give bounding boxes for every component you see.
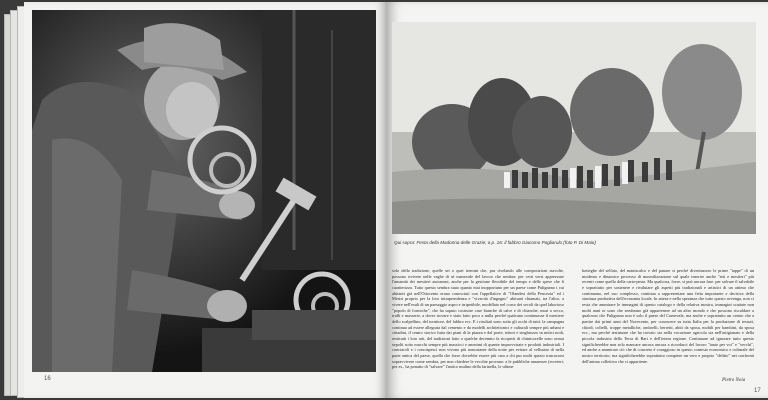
photo-caption: Qui sopra: Festa della Madonna delle Grazie; a p. 16: il fabbro Giacomo Pagliarulo (foto P. Di Maio) [394,240,596,245]
festival-photo [392,22,756,234]
body-text-column-1: solo della tradizione, quelle sei o quei tremini che, pur rivelando alle composizioni stavolte, possono rivivere nelle vaghe di sé manovale del lavoro che sembra: per certi versi apprezzare l'umanità dei mestieri autonomi, anche per la gestione flessibile del tempo e delle spese che li caratterizza. Tutto questo sembra stato quanto mai inopportuno per un paese come Pulignano i cui abitanti già nell'Ottocento erano conosciuti con l'appellativo di "Olandesi della Peucezia" ed i Mestri proprio per la loro intraprendenza e "vivacità d'ingegno" abituati chiamati, tra l'altro, a vivere nell'esuli di un paesaggio aspro e irripetibile, modellato nel corso dei secoli da quel laborioso "popolo di formiche", che ha saputo costruire case bianche di calce e di chianche, muri a secco, trulli e masserie, a dover trovare e stato fatto poco a nulla perché qualcuno continuasse il mestiere dello scalpellino, del tornitore, del fabbro ecc. E i risultati sono sotto gli occhi di tutti: la campagna continua ad essere allegrata dal cemento e da modelli architettonici e culturali sempre più urbani e cittadini, il centro storico furia dai piani di la piazza e dal porte, tettori e singhiozzo in mitici nodi, restituiti i loro arti, del tradizioni fatto o qualche decennio fa ricoperti di chimicorelle sono ormai sepolti sotto mucchi sempre più massicci e anonimi di quante improvvisate e prodotti industriali. I conciaroli e i conciapesci non vivono più nonostante della notte per evitare al vellutato di nella parte antica del paese, quella che forse dovrebbe essere più cara a chi pur molti spazio trascurarsi sopravvivere come sembra, per non chiedere le vecchie provano: a le pubbliche amarezze (ecceteri, per es., ha ponatto di "salvare" l'antico mulino della farinella, le ultime [392,268,564,370]
page-number-right: 17 [754,388,761,394]
body-text-column-2: botteghe del selfaio, del maniscalco e del panare si perché diventassero le prime "tappe" di un moderno e dinamico processo di musealizzazione sul quale inserire anche "arti e mestieri" più recenti come quello della carta-pesta. Ma qualcosa, forse, si può ancora fare: per salvare il salvabile e soprattutto per sostenere e rivalutare gli aspetti più tradizionali e artistici di un attimo che continuano, nel suo complesso, continua a rappresentare una fetta importante e decisiva della struttura produttiva dell'economia locale. In attesa e nella speranza che tutto questo avvenga, non ci resta che ammirare le immagini di questo catalogo e della relativa mostra, immagini scattate non molti anni or sono che sembrano già appartenere ad un altro mondo e che possono riscaldare a qualcuno che Pulignano non è solo il paese del Carnevale, ma anche e soprattutto un centro che a partire dai primi anni del Novecento, per conoscere su tutta Italia per la produzione di tessuti, chiodi, coltelli, troppe metalliche, ombrelli, berretti, abiti da sposa, mobili per bambini, da sposa ecc., ma perché testimone che ha trovato sia nella vocazione agricola sia nell'artigianato e della piccola industria della Terra di Bari e dell'intera regione. Continuare ad ignorare tutto questo significherebbe non solo mancare ancora ancora a ricordarci del lavoro "tanto per voi" e "vecchi", ed anche a ammirare ciò che di concreto è coraggioso in questo contesto economico e culturale del nostro territorio; ma significherebbe soprattutto compiere un vero e proprio "delitto" nei confronti dell'anima collettiva che ci appartiene. [582,268,754,364]
blacksmith-photo [32,10,376,372]
author-signature: Pietro Noia [722,378,746,383]
page-number-left: 16 [44,376,51,382]
